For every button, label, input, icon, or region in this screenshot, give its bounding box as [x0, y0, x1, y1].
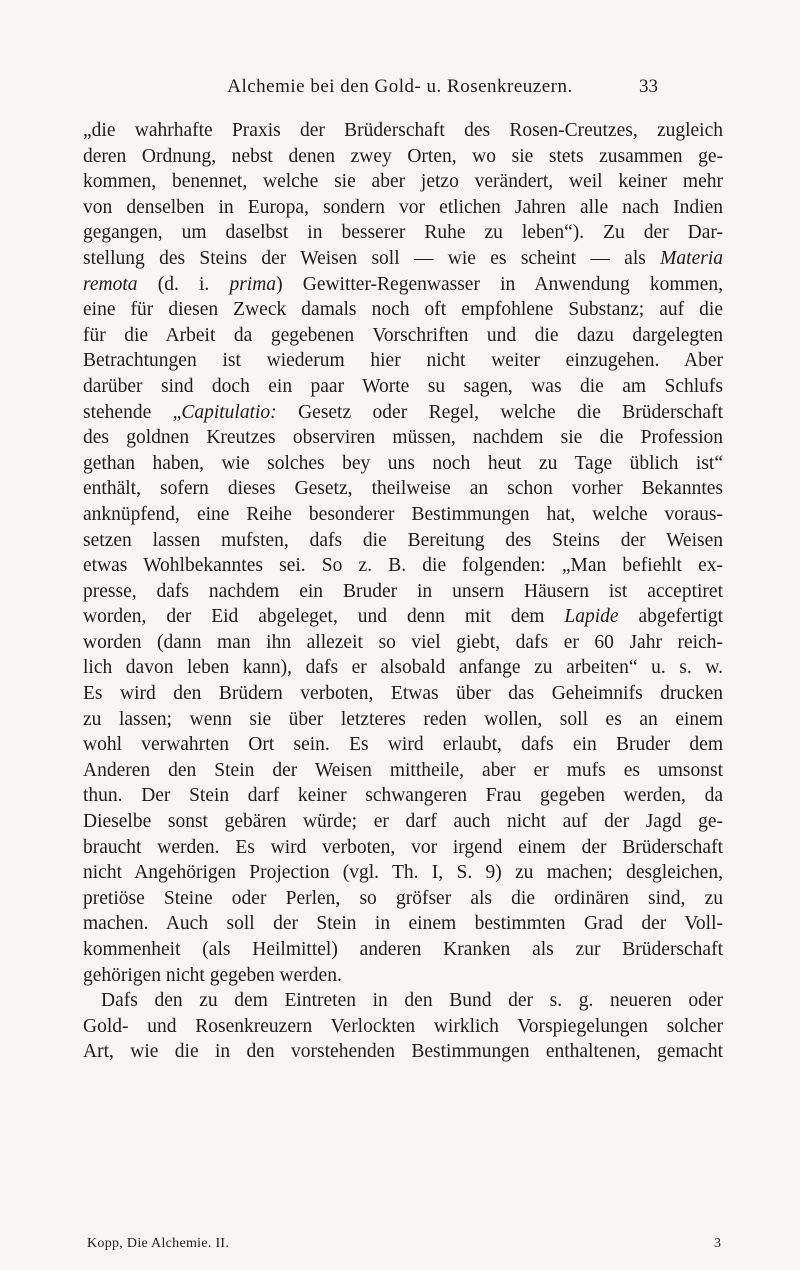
text-line: Art, wie die in den vorstehenden Bestimmungen enthaltenen, gemacht: [83, 1041, 723, 1063]
text-line: darüber sind doch ein paar Worte su sagen, was die am Schlufs: [83, 375, 723, 397]
text-segment: ) Gewitter-Regenwasser in Anwendung kommen,: [276, 273, 723, 295]
text-line: thun. Der Stein darf keiner schwangeren Frau gegeben werden, da: [83, 785, 723, 807]
text-line: [83, 246, 723, 272]
text-line: Dafs den zu dem Eintreten in den Bund der s. g. neueren oder: [101, 990, 723, 1012]
italic-term: Lapide: [564, 606, 619, 628]
text-line: nicht Angehörigen Projection (vgl. Th. I, S. 9) zu machen; desgleichen,: [83, 862, 723, 884]
text-segment: (d. i.: [137, 273, 230, 295]
text-line: zu lassen; wenn sie über letzteres reden wollen, soll es an einem: [83, 708, 723, 730]
italic-term: prima: [229, 273, 277, 295]
text-line: gehörigen nicht gegeben werden.: [83, 964, 342, 986]
text-line: braucht werden. Es wird verboten, vor irgend einem der Brüderschaft: [83, 836, 723, 858]
italic-term: Capitulatio:: [181, 401, 277, 423]
text-line: anknüpfend, eine Reihe besonderer Bestimmungen hat, welche voraus-: [83, 503, 723, 525]
text-line: gegangen, um daselbst in besserer Ruhe zu leben“). Zu der Dar-: [83, 222, 723, 244]
text-line: [83, 272, 723, 298]
text-line: wohl verwahrten Ort sein. Es wird erlaubt, dafs ein Bruder dem: [83, 734, 723, 756]
text-line: Betrachtungen ist wiederum hier nicht weiter einzugehen. Aber: [83, 350, 723, 372]
running-title: Alchemie bei den Gold- u. Rosenkreuzern.: [227, 76, 573, 97]
text-segment: stellung des Steins der Weisen soll — wie es scheint — als: [83, 247, 661, 269]
signature-mark: Kopp, Die Alchemie. II.: [87, 1236, 230, 1251]
page-footer: [87, 1236, 721, 1258]
text-line: für die Arbeit da gegebenen Vorschriften und die dazu dargelegten: [83, 324, 723, 346]
italic-term: Materia: [660, 247, 723, 269]
text-segment: worden, der Eid abgeleget, und denn mit dem: [83, 606, 565, 628]
page-header: [0, 76, 800, 106]
text-segment: abgefertigt: [618, 606, 723, 628]
text-line: deren Ordnung, nebst denen zwey Orten, wo sie stets zusammen ge-: [83, 145, 723, 167]
text-line: etwas Wohlbekanntes sei. So z. B. die folgenden: „Man befiehlt ex-: [83, 555, 723, 577]
text-line: Dieselbe sonst gebären würde; er darf auch nicht auf der Jagd ge-: [83, 811, 723, 833]
text-line: Anderen den Stein der Weisen mittheile, aber er mufs es umsonst: [83, 759, 723, 781]
text-line: worden (dann man ihn allezeit so viel giebt, dafs er 60 Jahr reich-: [83, 631, 723, 653]
text-line: Es wird den Brüdern verboten, Etwas über das Geheimnifs drucken: [83, 683, 723, 705]
text-line: gethan haben, wie solches bey uns noch heut zu Tage üblich ist“: [83, 452, 723, 474]
text-line: enthält, sofern dieses Gesetz, theilweise an schon vorher Bekanntes: [83, 478, 723, 500]
text-line: „die wahrhafte Praxis der Brüderschaft des Rosen-Creutzes, zugleich: [83, 120, 723, 141]
body-text: [83, 118, 723, 1065]
text-line: lich davon leben kann), dafs er alsobald anfange zu arbeiten“ u. s. w.: [83, 657, 723, 679]
text-segment: Gesetz oder Regel, welche die Brüderschaft: [276, 401, 723, 423]
text-line: kommen, benennet, welche sie aber jetzo verändert, weil keiner mehr: [83, 171, 723, 193]
signature-number: 3: [714, 1236, 721, 1251]
text-line: kommenheit (als Heilmittel) anderen Kranken als zur Brüderschaft: [83, 939, 723, 960]
text-line: eine für diesen Zweck damals noch oft empfohlene Substanz; auf die: [83, 299, 723, 321]
text-line: von denselben in Europa, sondern vor etlichen Jahren alle nach Indien: [83, 196, 723, 218]
text-line: Gold- und Rosenkreuzern Verlockten wirklich Vorspiegelungen solcher: [83, 1015, 723, 1037]
text-line: presse, dafs nachdem ein Bruder in unsern Häusern ist acceptiret: [83, 580, 723, 602]
text-line: pretiöse Steine oder Perlen, so gröfser als die ordinären sind, zu: [83, 887, 723, 909]
text-line: [83, 400, 723, 426]
italic-term: remota: [83, 273, 138, 295]
text-line: des goldnen Kreutzes observiren müssen, nachdem sie die Profession: [83, 427, 723, 449]
text-segment: stehende „: [83, 401, 182, 423]
text-line: [83, 604, 723, 630]
page-number: 33: [639, 76, 658, 97]
text-line: machen. Auch soll der Stein in einem bestimmten Grad der Voll-: [83, 913, 723, 935]
text-line: setzen lassen mufsten, dafs die Bereitung des Steins der Weisen: [83, 529, 723, 551]
